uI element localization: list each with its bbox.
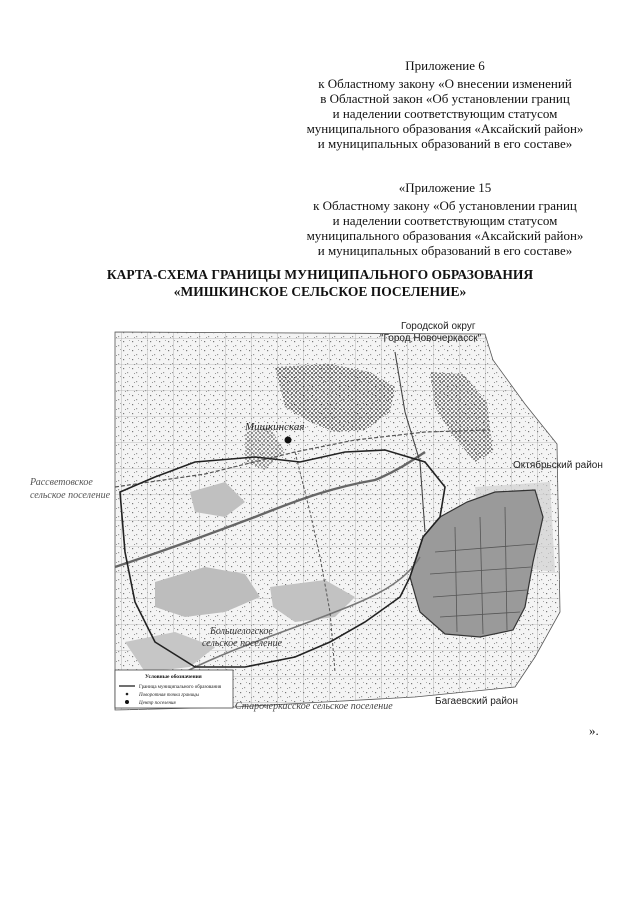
boundary-map (95, 312, 603, 737)
map-title-line2: «МИШКИНСКОЕ СЕЛЬСКОЕ ПОСЕЛЕНИЕ» (173, 284, 467, 299)
legend-title: Условные обозначения (145, 674, 202, 680)
label-bolshelogskoe: Большелогское (210, 626, 273, 637)
appendix-original-line: муниципального образования «Аксайский район» (306, 228, 584, 243)
legend-item-point: Поворотная точка границы (139, 693, 200, 698)
label-rassvetovskoe-settlement: Рассветовское (30, 477, 93, 488)
settlement-center-marker (285, 437, 292, 444)
label-starocherkasskoe: Старочеркасское сельское поселение (235, 701, 393, 712)
closing-quote: ». (589, 723, 599, 738)
legend-item-boundary: Граница муниципального образования (139, 685, 222, 690)
legend-point-symbol (126, 693, 129, 696)
appendix-original-line: и муниципальных образований в его составе» (317, 243, 573, 258)
appendix-current-line: и муниципальных образований в его составе» (317, 136, 573, 151)
label-bagaevsky-district: Багаевский район (435, 696, 518, 707)
legend-center-symbol (125, 700, 129, 704)
label-mishkinskaya: Мишкинская (245, 421, 305, 433)
map-title-line1: КАРТА-СХЕМА ГРАНИЦЫ МУНИЦИПАЛЬНОГО ОБРАЗОВАНИЯ (106, 267, 534, 282)
appendix-current-line: в Областной закон «Об установлении границ (320, 91, 570, 106)
label-rassvetovskoe-settlement-2: сельское поселение (30, 490, 111, 501)
label-city-district-name: "Город Новочеркасск" (380, 333, 482, 344)
label-city-district: Городской округ (401, 321, 476, 332)
map-legend (115, 670, 233, 708)
appendix-current (295, 58, 595, 151)
appendix-original-heading: «Приложение 15 (398, 180, 492, 195)
appendix-original (295, 180, 595, 258)
appendix-original-line: к Областному закону «Об установлении границ (313, 198, 577, 213)
appendix-current-line: и наделении соответствующим статусом (332, 106, 558, 121)
legend-item-center: Центр поселения (139, 701, 176, 706)
appendix-current-line: к Областному закону «О внесении изменений (318, 76, 572, 91)
appendix-current-heading: Приложение 6 (405, 58, 485, 73)
appendix-current-line: муниципального образования «Аксайский район» (306, 121, 584, 136)
map-title (40, 266, 600, 300)
label-bolshelogskoe-2: сельское поселение (202, 638, 283, 649)
label-oktyabrsky-district: Октябрьский район (513, 460, 603, 471)
appendix-original-line: и наделении соответствующим статусом (332, 213, 558, 228)
